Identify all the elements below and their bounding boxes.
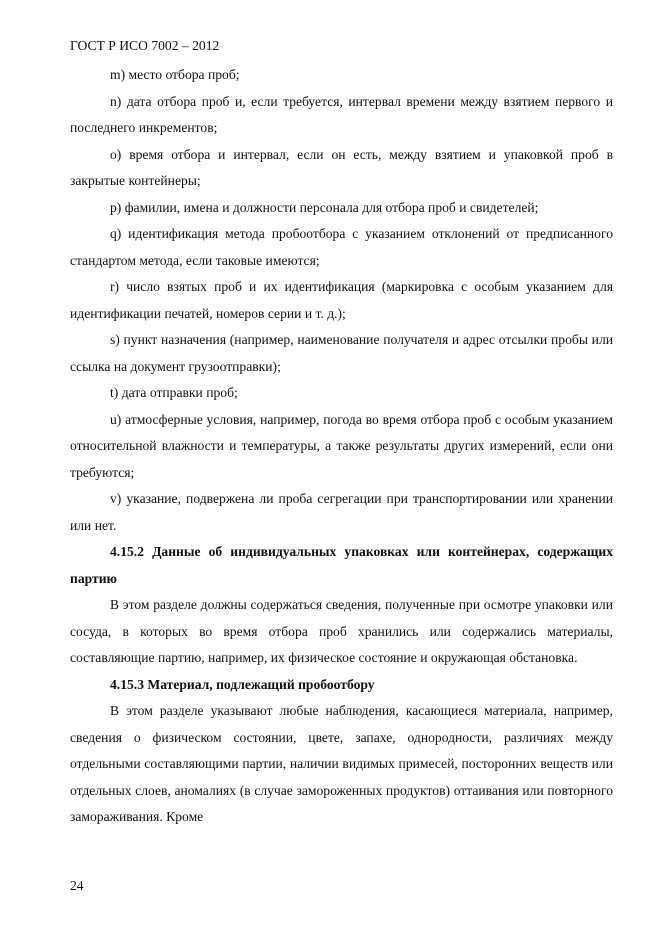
list-item-r: r) число взятых проб и их идентификация (маркировка с особым указанием для идентификации печатей, номеров серии и т. д.); (70, 279, 613, 321)
list-item-m: m) место отбора проб; (110, 67, 240, 82)
page-number: 24 (70, 878, 84, 893)
list-item-s: s) пункт назначения (например, наименование получателя и адрес отсылки пробы или ссылка на документ грузоотправки); (70, 332, 613, 374)
list-item-n: n) дата отбора проб и, если требуется, интервал времени между взятием первого и последнего инкрементов; (70, 93, 613, 135)
list-item-p: p) фамилии, имена и должности персонала для отбора проб и свидетелей; (110, 199, 539, 215)
list-item-v: v) указание, подвержена ли проба сегрегации при транспортировании или хранении или нет. (70, 491, 613, 533)
page-header-standard: ГОСТ Р ИСО 7002 – 2012 (70, 38, 220, 53)
section-heading-4-15-2: 4.15.2 Данные об индивидуальных упаковках или контейнерах, содержащих партию (70, 544, 613, 586)
section-heading-4-15-3: 4.15.3 Материал, подлежащий пробоотбору (110, 676, 375, 692)
list-item-t: t) дата отправки проб; (110, 385, 238, 400)
section-text-4-15-2: В этом разделе должны содержаться сведения, полученные при осмотре упаковки или сосуда, в которых во время отбора проб хранились или содержались материалы, составляющие партию, например, их физическое состояние и окружающая обстановка. (70, 597, 613, 665)
list-item-u: u) атмосферные условия, например, погода во время отбора проб с особым указанием относительной влажности и температуры, а также результаты других измерений, если они требуются; (70, 411, 613, 480)
list-item-q: q) идентификация метода пробоотбора с указанием отклонений от предписанного стандартом метода, если таковые имеются; (70, 226, 613, 268)
list-item-o: o) время отбора и интервал, если он есть, между взятием и упаковкой проб в закрытые контейнеры; (70, 146, 613, 188)
section-text-4-15-3: В этом разделе указывают любые наблюдения, касающиеся материала, например, сведения о физическом состоянии, цвете, запахе, однородности, различиях между отдельными составляющими партии, наличии видимых примесей, посторонних веществ или отдельных слоев, аномалиях (в случае замороженных продуктов) оттаивания или повторного замораживания. Кроме (70, 703, 613, 824)
document-body (70, 62, 613, 831)
